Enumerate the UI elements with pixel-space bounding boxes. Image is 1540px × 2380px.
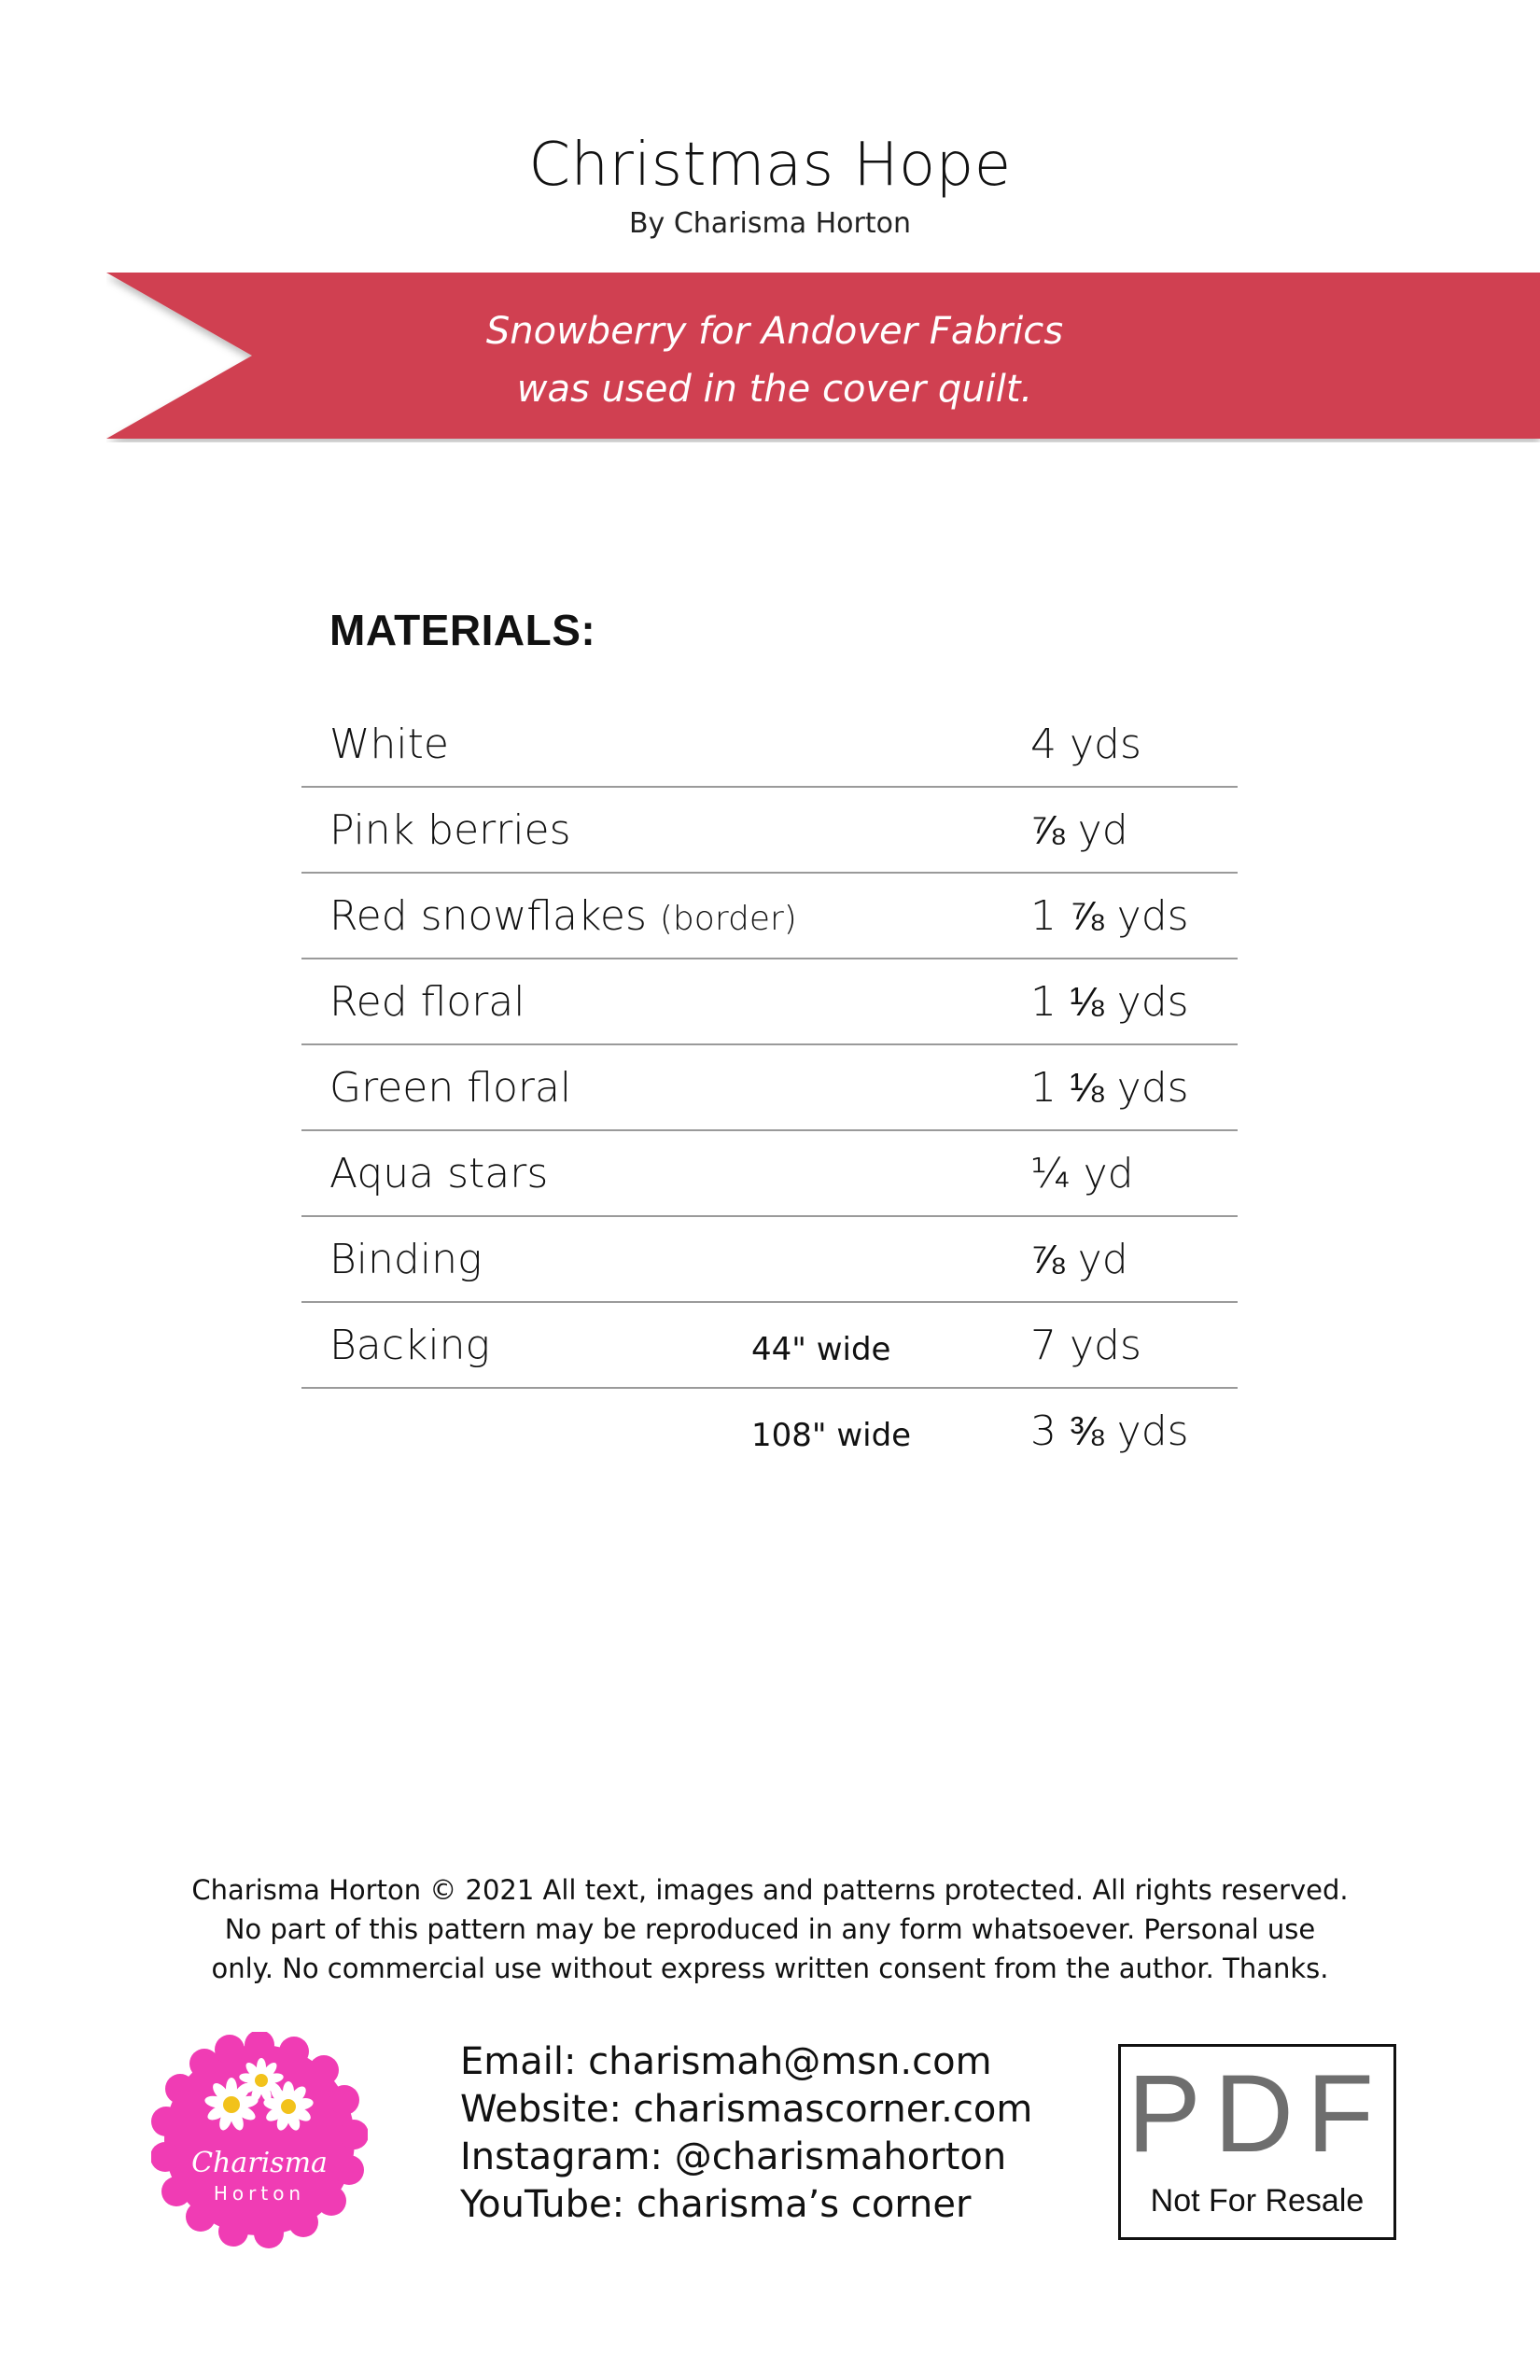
material-qty: 1 ⅛ yds <box>1030 978 1189 1026</box>
material-qty: 1 ⅛ yds <box>1030 1064 1189 1112</box>
copyright-line-2: No part of this pattern may be reproduced in any form whatsoever. Personal use <box>224 1913 1316 1945</box>
material-row <box>301 1217 1238 1303</box>
material-qty: 7 yds <box>1030 1322 1141 1369</box>
material-qty: 3 ⅜ yds <box>1030 1407 1189 1455</box>
material-qty: 4 yds <box>1030 721 1141 768</box>
contact-info <box>460 2038 1032 2229</box>
material-width: 108" wide <box>751 1417 912 1454</box>
logo-name: Charisma <box>191 2147 328 2179</box>
material-row <box>301 1389 1238 1473</box>
logo-surname: Horton <box>213 2182 306 2205</box>
resale-label: Not For Resale <box>1150 2183 1365 2219</box>
charisma-horton-logo <box>151 2032 368 2248</box>
material-row <box>301 1045 1238 1131</box>
materials-heading: MATERIALS: <box>329 606 596 654</box>
materials-table <box>301 702 1238 1473</box>
material-qty: 1 ⅞ yds <box>1030 892 1189 940</box>
material-name: White <box>329 721 449 768</box>
material-note: (border) <box>659 900 797 938</box>
banner-line-2: was used in the cover quilt. <box>516 368 1033 411</box>
contact-instagram[interactable]: Instagram: @charismahorton <box>460 2135 1007 2178</box>
material-name: Red floral <box>329 978 525 1026</box>
banner-text <box>401 302 1148 418</box>
material-qty: ¼ yd <box>1030 1150 1134 1197</box>
material-qty: ⅞ yd <box>1030 1236 1128 1283</box>
material-name: Pink berries <box>329 806 571 854</box>
material-row <box>301 788 1238 874</box>
pdf-not-for-resale-box <box>1118 2044 1396 2240</box>
contact-email[interactable]: Email: charismah@msn.com <box>460 2040 992 2083</box>
material-row <box>301 1131 1238 1217</box>
contact-website[interactable]: Website: charismascorner.com <box>460 2088 1033 2131</box>
contact-youtube[interactable]: YouTube: charisma’s corner <box>460 2183 972 2226</box>
author-byline: By Charisma Horton <box>628 207 912 240</box>
material-row <box>301 1303 1238 1389</box>
material-qty: ⅞ yd <box>1030 806 1128 854</box>
material-name: Backing <box>329 1322 490 1369</box>
material-row <box>301 959 1238 1045</box>
material-name: Red snowflakes (border) <box>329 892 797 940</box>
material-row <box>301 874 1238 959</box>
logo-badge-icon <box>151 2032 368 2248</box>
page-title: Christmas Hope <box>528 131 1012 200</box>
material-name: Green floral <box>329 1064 572 1112</box>
copyright-notice <box>0 1870 1540 1988</box>
material-width: 44" wide <box>751 1331 891 1368</box>
material-name: Aqua stars <box>329 1150 549 1197</box>
copyright-line-1: Charisma Horton © 2021 All text, images and patterns protected. All rights reserved. <box>191 1874 1349 1906</box>
copyright-line-3: only. No commercial use without express written consent from the author. Thanks. <box>211 1953 1329 1984</box>
banner-line-1: Snowberry for Andover Fabrics <box>485 310 1064 353</box>
material-row <box>301 702 1238 788</box>
pdf-label: PDF <box>1127 2052 1387 2176</box>
material-name: Binding <box>329 1236 483 1283</box>
